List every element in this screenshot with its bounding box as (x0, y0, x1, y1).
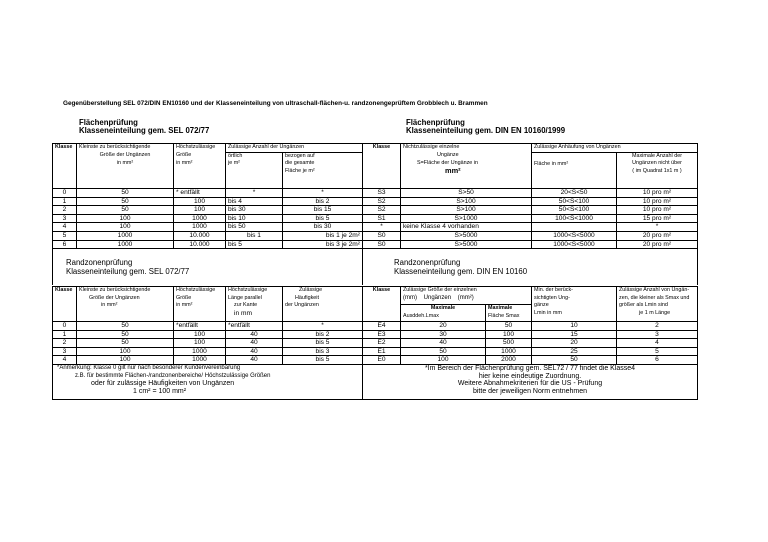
header-haeuf: Häufigkeit (295, 294, 319, 301)
header-grosse: Größe (176, 152, 192, 159)
table-cell: 20 pro m² (617, 240, 698, 249)
table-cell: E0 (363, 356, 401, 365)
table-cell: * (617, 223, 698, 232)
table-cell (532, 223, 617, 232)
rand-right-heading-1: Randzonenprüfung (394, 258, 461, 267)
note-line-4: 1 cm² = 100 mm² (133, 387, 187, 395)
header-maximale-1: Maximale (401, 304, 486, 313)
table-cell: 6 (617, 356, 698, 365)
header-za3: größer als Lmin sind (619, 302, 668, 309)
table-cell: 10 pro m² (617, 197, 698, 206)
table-cell: 4 (53, 356, 77, 365)
table-cell: * (283, 189, 363, 198)
table-cell: 1000 (77, 240, 174, 249)
table-cell: 50<S<100 (532, 197, 617, 206)
header-kante: zur Kante (234, 302, 258, 309)
table-cell: 50 (77, 189, 174, 198)
table-cell: * (363, 223, 401, 232)
header-fl: Fläche in mm² (534, 160, 569, 167)
table-cell: 2 (53, 206, 77, 215)
table-cell: bis 50 (226, 223, 283, 232)
header-klasse: Klasse (363, 287, 401, 322)
table-cell: S2 (363, 197, 401, 206)
table-cell: 100 (174, 197, 226, 206)
table-cell: 50 (77, 330, 174, 339)
table-cell: bis 1 (226, 232, 283, 241)
table-cell: 1000 (174, 356, 226, 365)
header-grosse-unit: in mm² (176, 302, 193, 309)
table-cell: 20<S<50 (532, 189, 617, 198)
note-line-3: Weitere Abnahmekriterien für die US - Prüfung (457, 380, 603, 388)
table-cell: 50<S<100 (532, 206, 617, 215)
header-hz: Höchstzulässige (174, 144, 226, 153)
table-cell: 25 (532, 347, 617, 356)
header-zul: Zulässige (299, 287, 323, 293)
table-cell: bis 30 (283, 223, 363, 232)
table-cell: 10 (532, 322, 617, 331)
header-groesse-unit: in mm² (116, 159, 134, 166)
header-max2: Ungänzen nicht über (632, 160, 682, 167)
header-min4: Lmin in mm (534, 309, 562, 316)
table-cell: 10.000 (174, 232, 226, 241)
din-rand-table (362, 286, 698, 400)
header-grosse: Größe (176, 294, 192, 301)
table-cell: bis 5 (226, 240, 283, 249)
table-cell: 1000 (486, 347, 532, 356)
header-max1: Maximale Anzahl der (631, 152, 683, 159)
header-derung: der Ungänzen (285, 302, 319, 309)
header-za4: je 1 m Länge (639, 309, 671, 316)
header-za1: Zulässige Anzahl von Ungän- (619, 287, 690, 293)
header-nicht: Nichtzulässige einzelne (401, 144, 532, 153)
header-mm: (mm) (403, 294, 417, 301)
table-cell: 5 (53, 232, 77, 241)
header-oertlich-unit: je m² (228, 160, 240, 167)
header-groesse-unit: in mm² (101, 302, 118, 309)
table-cell: 40 (226, 339, 283, 348)
table-cell: 1000<S<5000 (532, 232, 617, 241)
table-cell: 50 (401, 347, 486, 356)
table-cell: 50 (77, 339, 174, 348)
table-cell: S>100 (401, 197, 532, 206)
table-cell: 10 pro m² (617, 206, 698, 215)
table-cell: 100 (174, 330, 226, 339)
header-ungaenzen: Ungänzen (423, 294, 452, 301)
header-min3: gänze (534, 302, 549, 309)
table-cell: S3 (363, 189, 401, 198)
header-anh: Zulässige Anhäufung von Ungänzen (532, 144, 698, 153)
note-line-2: z.B. für bestimmte Flächen-/randzonenbereiche/ Höchstzulässige Größen (75, 372, 271, 379)
right-heading-1: Flächenprüfung (406, 118, 465, 127)
table-cell: S>1000 (401, 214, 532, 223)
table-cell: 15 pro m² (617, 214, 698, 223)
table-cell: E1 (363, 347, 401, 356)
table-cell: 40 (226, 347, 283, 356)
table-cell: 1000<S<5000 (532, 240, 617, 249)
table-cell: 1000 (77, 232, 174, 241)
table-cell: bis 30 (226, 206, 283, 215)
header-grosse-unit: in mm² (176, 159, 193, 166)
table-cell: 4 (53, 223, 77, 232)
table-cell: 50 (77, 197, 174, 206)
left-heading-2: Klasseneinteilung gem. SEL 072/77 (79, 126, 210, 135)
left-heading-1: Flächenprüfung (79, 118, 138, 127)
table-cell: 1 (53, 197, 77, 206)
table-cell: 100 (486, 330, 532, 339)
table-cell: bis 1 je 2m² (283, 232, 363, 241)
table-cell: 100 (174, 339, 226, 348)
table-cell: 2 (617, 322, 698, 331)
header-hz2: Höchstzulässige (228, 287, 268, 293)
table-cell: 0 (53, 322, 77, 331)
rand-right-heading-2: Klasseneinteilung gem. DIN EN 10160 (394, 267, 528, 276)
header-hz: Höchstzulässige (176, 287, 216, 293)
table-cell: 4 (617, 339, 698, 348)
header-zgr: Zulässige Größe der einzelnen (403, 287, 477, 293)
table-cell: bis 10 (226, 214, 283, 223)
table-cell: 100 (77, 356, 174, 365)
table-cell: E2 (363, 339, 401, 348)
table-cell: bis 3 (283, 347, 363, 356)
table-cell: 100 (401, 356, 486, 365)
table-cell: 5 (617, 347, 698, 356)
table-cell: 100 (77, 223, 174, 232)
header-flaeche: Fläche je m² (285, 167, 315, 174)
table-cell: S0 (363, 240, 401, 249)
note-line-2: hier keine eindeutige Zuordnung. (478, 372, 582, 380)
table-cell: 50 (486, 322, 532, 331)
table-cell: bis 3 je 2m² (283, 240, 363, 249)
table-cell: E3 (363, 330, 401, 339)
header-kleinste: Kleinste zu berücksichtigende (77, 144, 174, 153)
table-cell: 1 (53, 330, 77, 339)
table-cell: 20 (532, 339, 617, 348)
table-cell: 100 (77, 347, 174, 356)
table-cell: 40 (226, 330, 283, 339)
table-cell: 3 (53, 347, 77, 356)
header-min2: sichtigten Ung- (534, 294, 570, 301)
header-klasse: Klasse (53, 287, 77, 322)
header-mm2: (mm²) (457, 294, 474, 301)
table-cell: bis 5 (283, 339, 363, 348)
table-cell: bis 5 (283, 356, 363, 365)
header-zul-anzahl: Zulässige Anzahl der Ungänzen (226, 144, 363, 153)
table-cell: * entfällt (174, 189, 226, 198)
table-cell: 50 (77, 322, 174, 331)
table-cell: 3 (53, 214, 77, 223)
header-groesse: Größe der Ungänzen (89, 294, 140, 301)
table-cell: 20 (401, 322, 486, 331)
header-ausd: Ausddeh.Lmax (401, 313, 486, 322)
table-cell: keine Klasse 4 vorhanden (401, 223, 532, 232)
document-title: Gegenüberstellung SEL 072/DIN EN10160 und der Klasseneinteilung von ultraschall-flächen-u. randzonengeprüftem Grobblech u. Brammen (63, 100, 488, 107)
header-za2: zen, die kleiner als Smax und (619, 294, 690, 301)
table-cell: *entfällt (174, 322, 226, 331)
table-cell: 1000 (174, 223, 226, 232)
table-cell: bis 5 (283, 214, 363, 223)
rand-left-heading-2: Klasseneinteilung gem. SEL 072/77 (66, 267, 190, 276)
note-line-4: bitte der jeweiligen Norm entnehmen (472, 387, 587, 395)
table-cell: 0 (53, 189, 77, 198)
table-cell: * (226, 189, 283, 198)
header-ung: Ungänze (437, 152, 459, 159)
table-cell: 10.000 (174, 240, 226, 249)
table-cell: 2000 (486, 356, 532, 365)
table-cell: bis 15 (283, 206, 363, 215)
table-cell: S1 (363, 214, 401, 223)
table-cell: 1000 (174, 214, 226, 223)
table-cell: 15 (532, 330, 617, 339)
header-laenge: Länge parallel (228, 294, 262, 301)
table-cell: 50 (532, 356, 617, 365)
table-cell: 3 (617, 330, 698, 339)
header-maximale-2: Maximale (486, 304, 532, 313)
header-klasse: Klasse (363, 144, 401, 153)
header-flsmax: Fläche Smax (486, 313, 532, 322)
table-cell: 500 (486, 339, 532, 348)
table-cell: 50 (77, 206, 174, 215)
table-cell: 100 (174, 206, 226, 215)
table-cell: 40 (226, 356, 283, 365)
header-oertlich: örtlich (228, 152, 243, 159)
table-cell: E4 (363, 322, 401, 331)
table-cell: S>5000 (401, 232, 532, 241)
note-line-3: oder für zulässige Häufigkeiten von Ungänzen (91, 380, 235, 388)
note-line-1: *Anmerkung: Klasse 0 gilt nur nach besonderer Kundenvereinbarung (57, 364, 241, 371)
table-cell: S0 (363, 232, 401, 241)
table-cell: 6 (53, 240, 77, 249)
table-cell: 30 (401, 330, 486, 339)
header-mm2: mm² (445, 166, 461, 176)
table-cell: 100 (77, 214, 174, 223)
table-cell: S>100 (401, 206, 532, 215)
note-line-1: *Im Bereich der Flächenprüfung gem. SEL72 / 77 findet die Klasse4 (424, 364, 636, 372)
right-heading-2: Klasseneinteilung gem. DIN EN 10160/1999 (406, 126, 566, 135)
header-max3: ( im Quadrat 1x1 m ) (632, 167, 682, 174)
header-gesamte: die gesamte (285, 160, 315, 167)
table-cell: 2 (53, 339, 77, 348)
sel-rand-table (52, 286, 363, 400)
header-bezogen: bezogen auf (285, 152, 315, 159)
table-cell: S>5000 (401, 240, 532, 249)
table-cell: *entfällt (226, 322, 283, 331)
table-cell: S>50 (401, 189, 532, 198)
table-cell: bis 4 (226, 197, 283, 206)
table-cell: * (283, 322, 363, 331)
rand-left-heading-1: Randzonenprüfung (66, 258, 133, 267)
header-groesse: Größe der Ungänzen (99, 152, 151, 159)
header-kleinste: Kleinste zu berücksichtigende (79, 287, 151, 293)
table-cell: bis 2 (283, 197, 363, 206)
header-min1: Min. der berück- (534, 287, 573, 293)
table-cell: 40 (401, 339, 486, 348)
table-cell: S2 (363, 206, 401, 215)
header-klasse: Klasse (53, 144, 77, 153)
table-cell: 1000 (174, 347, 226, 356)
table-cell: 10 pro m² (617, 189, 698, 198)
header-inmm: in mm (234, 309, 252, 317)
table-cell: 100<S<1000 (532, 214, 617, 223)
header-sflaeche: S=Fläche der Ungänze in (417, 159, 478, 166)
table-cell: bis 2 (283, 330, 363, 339)
table-cell: 20 pro m² (617, 232, 698, 241)
